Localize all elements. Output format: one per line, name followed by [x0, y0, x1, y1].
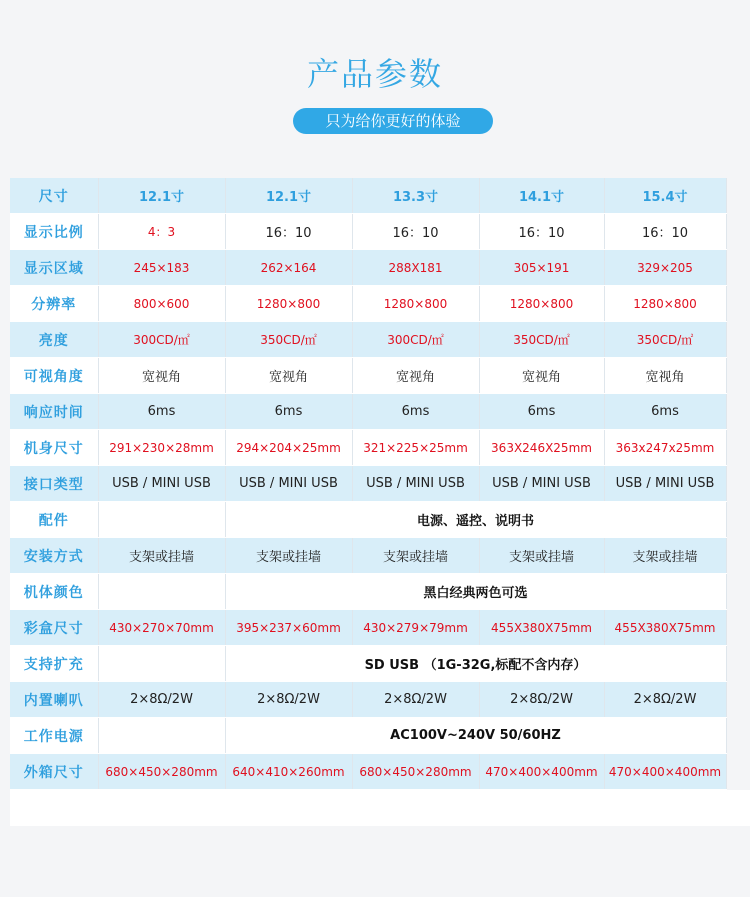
spec-row-label: 工作电源: [10, 718, 98, 754]
spec-cell: 支架或挂墙: [98, 538, 225, 574]
spec-cell: USB / MINI USB: [604, 466, 726, 502]
spec-cell: 350CD/㎡: [479, 322, 604, 358]
spec-row-label: 接口类型: [10, 466, 98, 502]
spec-cell: 350CD/㎡: [604, 322, 726, 358]
spec-cell: 1280×800: [479, 286, 604, 322]
spec-cell: 4：3: [98, 214, 225, 250]
subtitle-pill: 只为给你更好的体验: [293, 108, 493, 134]
spec-cell: 800×600: [98, 286, 225, 322]
spec-cell: 2×8Ω/2W: [604, 682, 726, 718]
spec-cell: 363x247x25mm: [604, 430, 726, 466]
spec-row-label: 彩盒尺寸: [10, 610, 98, 646]
spec-cell-merged: AC100V~240V 50/60HZ: [225, 718, 726, 754]
spec-cell: 470×400×400mm: [604, 754, 726, 790]
spec-row-label: 安装方式: [10, 538, 98, 574]
spec-row-label: 支持扩充: [10, 646, 98, 682]
spec-row: [10, 394, 726, 430]
spec-cell: 329×205: [604, 250, 726, 286]
spec-row: [10, 610, 726, 646]
spec-cell: 支架或挂墙: [479, 538, 604, 574]
spec-cell: 16：10: [479, 214, 604, 250]
spec-cell: 宽视角: [604, 358, 726, 394]
spec-row: [10, 178, 726, 214]
spec-cell: 6ms: [352, 394, 479, 430]
spec-cell: 288X181: [352, 250, 479, 286]
spec-cell: 2×8Ω/2W: [479, 682, 604, 718]
spec-row: [10, 358, 726, 394]
spec-cell: 1280×800: [225, 286, 352, 322]
spec-row: [10, 538, 726, 574]
spec-cell: 395×237×60mm: [225, 610, 352, 646]
spec-row-label: 外箱尺寸: [10, 754, 98, 790]
spec-cell: 支架或挂墙: [352, 538, 479, 574]
spec-cell: 宽视角: [479, 358, 604, 394]
spec-cell: 470×400×400mm: [479, 754, 604, 790]
spec-cell: 12.1寸: [225, 178, 352, 214]
spec-row: [10, 718, 726, 754]
spec-row: [10, 322, 726, 358]
spec-cell: 宽视角: [225, 358, 352, 394]
spec-cell: 16：10: [225, 214, 352, 250]
spec-row: [10, 214, 726, 250]
spec-cell-merged: 电源、遥控、说明书: [225, 502, 726, 538]
spec-row-label: 显示区域: [10, 250, 98, 286]
spec-cell: 14.1寸: [479, 178, 604, 214]
spec-cell: 455X380X75mm: [479, 610, 604, 646]
spec-cell: 291×230×28mm: [98, 430, 225, 466]
spec-cell: 支架或挂墙: [225, 538, 352, 574]
spec-cell: 16：10: [604, 214, 726, 250]
spec-cell: USB / MINI USB: [479, 466, 604, 502]
spec-row: [10, 754, 726, 790]
spec-cell: 430×279×79mm: [352, 610, 479, 646]
spec-cell: 2×8Ω/2W: [225, 682, 352, 718]
spec-cell-empty: [98, 574, 225, 610]
spec-cell-merged: SD USB （1G-32G,标配不含内存）: [225, 646, 726, 682]
spec-cell: 15.4寸: [604, 178, 726, 214]
spec-cell: 350CD/㎡: [225, 322, 352, 358]
spec-row-label: 响应时间: [10, 394, 98, 430]
spec-row: [10, 502, 726, 538]
spec-row-label: 配件: [10, 502, 98, 538]
spec-row: [10, 646, 726, 682]
spec-cell: USB / MINI USB: [352, 466, 479, 502]
spec-cell: 363X246X25mm: [479, 430, 604, 466]
spec-cell: 1280×800: [604, 286, 726, 322]
spec-row-label: 显示比例: [10, 214, 98, 250]
spec-cell: 680×450×280mm: [352, 754, 479, 790]
spec-cell: 321×225×25mm: [352, 430, 479, 466]
spec-cell: 6ms: [225, 394, 352, 430]
spec-cell: 6ms: [604, 394, 726, 430]
spec-row: [10, 466, 726, 502]
spec-row: [10, 574, 726, 610]
table-footer-space: [10, 790, 750, 826]
spec-row-label: 可视角度: [10, 358, 98, 394]
spec-row: [10, 682, 726, 718]
spec-cell: 6ms: [479, 394, 604, 430]
spec-cell-empty: [98, 718, 225, 754]
spec-row-label: 尺寸: [10, 178, 98, 214]
spec-cell: 2×8Ω/2W: [98, 682, 225, 718]
spec-row-label: 内置喇叭: [10, 682, 98, 718]
spec-cell-merged: 黑白经典两色可选: [225, 574, 726, 610]
spec-cell-empty: [98, 646, 225, 682]
spec-cell: USB / MINI USB: [225, 466, 352, 502]
spec-table-body: [10, 178, 726, 790]
spec-cell: 12.1寸: [98, 178, 225, 214]
spec-cell: 13.3寸: [352, 178, 479, 214]
spec-cell: 680×450×280mm: [98, 754, 225, 790]
spec-row: [10, 250, 726, 286]
spec-row: [10, 286, 726, 322]
spec-cell: 294×204×25mm: [225, 430, 352, 466]
spec-row-label: 亮度: [10, 322, 98, 358]
spec-cell-empty: [98, 502, 225, 538]
page-title: 产品参数: [306, 55, 443, 93]
spec-cell: 支架或挂墙: [604, 538, 726, 574]
spec-cell: USB / MINI USB: [98, 466, 225, 502]
spec-cell: 300CD/㎡: [98, 322, 225, 358]
spec-cell: 262×164: [225, 250, 352, 286]
spec-cell: 2×8Ω/2W: [352, 682, 479, 718]
spec-table-container: [10, 178, 726, 790]
spec-row-label: 分辨率: [10, 286, 98, 322]
spec-row-label: 机身尺寸: [10, 430, 98, 466]
spec-cell: 16：10: [352, 214, 479, 250]
spec-cell: 宽视角: [352, 358, 479, 394]
spec-row: [10, 430, 726, 466]
spec-row-label: 机体颜色: [10, 574, 98, 610]
spec-cell: 6ms: [98, 394, 225, 430]
spec-cell: 305×191: [479, 250, 604, 286]
spec-cell: 640×410×260mm: [225, 754, 352, 790]
spec-table: [10, 178, 727, 790]
spec-cell: 430×270×70mm: [98, 610, 225, 646]
spec-cell: 455X380X75mm: [604, 610, 726, 646]
spec-cell: 1280×800: [352, 286, 479, 322]
spec-cell: 宽视角: [98, 358, 225, 394]
spec-cell: 245×183: [98, 250, 225, 286]
spec-cell: 300CD/㎡: [352, 322, 479, 358]
